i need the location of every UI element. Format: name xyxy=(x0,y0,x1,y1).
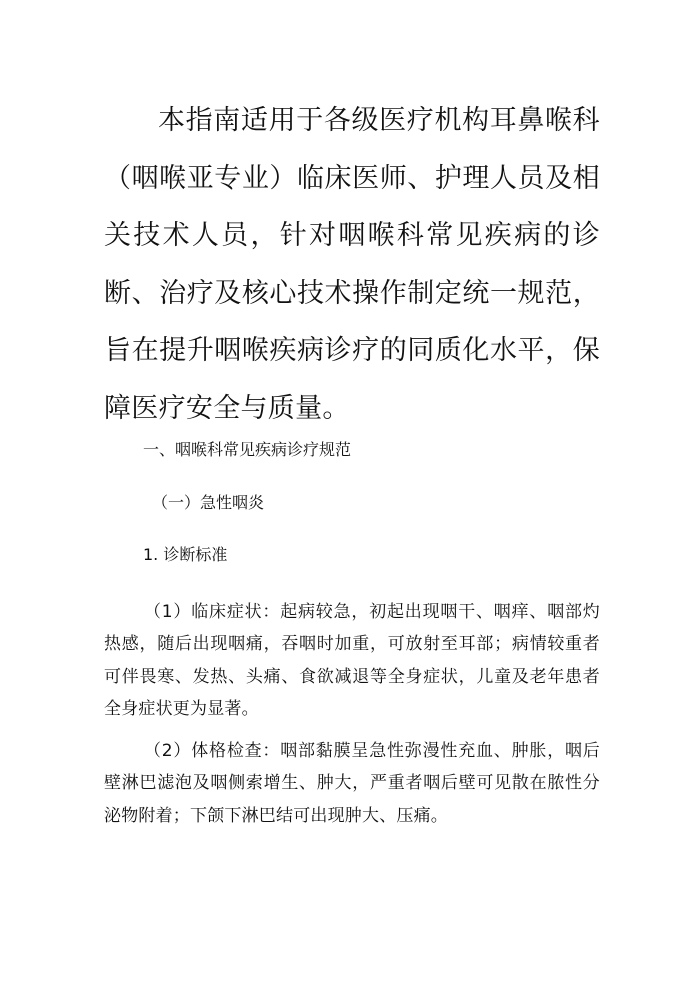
section-heading: 一、咽喉科常见疾病诊疗规范 xyxy=(143,440,352,459)
item-heading: 1. 诊断标准 xyxy=(143,545,228,564)
subsection-heading: （一）急性咽炎 xyxy=(152,493,265,512)
physical-exam-paragraph: （2）体格检查：咽部黏膜呈急性弥漫性充血、肿胀，咽后壁淋巴滤泡及咽侧索增生、肿大，严重者咽后壁可见散在脓性分泌物附着；下颌下淋巴结可出现肿大、压痛。 xyxy=(104,741,600,826)
intro-paragraph: 本指南适用于各级医疗机构耳鼻喉科（咽喉亚专业）临床医师、护理人员及相关技术人员，针对咽喉科常见疾病的诊断、治疗及核心技术操作制定统一规范，旨在提升咽喉疾病诊疗的同质化水平，保障医疗安全与质量。 xyxy=(104,105,600,424)
clinical-symptoms-paragraph: （1）临床症状：起病较急，初起出现咽干、咽痒、咽部灼热感，随后出现咽痛，吞咽时加重，可放射至耳部；病情较重者可伴畏寒、发热、头痛、食欲减退等全身症状，儿童及老年患者全身症状更为显著。 xyxy=(104,602,600,719)
